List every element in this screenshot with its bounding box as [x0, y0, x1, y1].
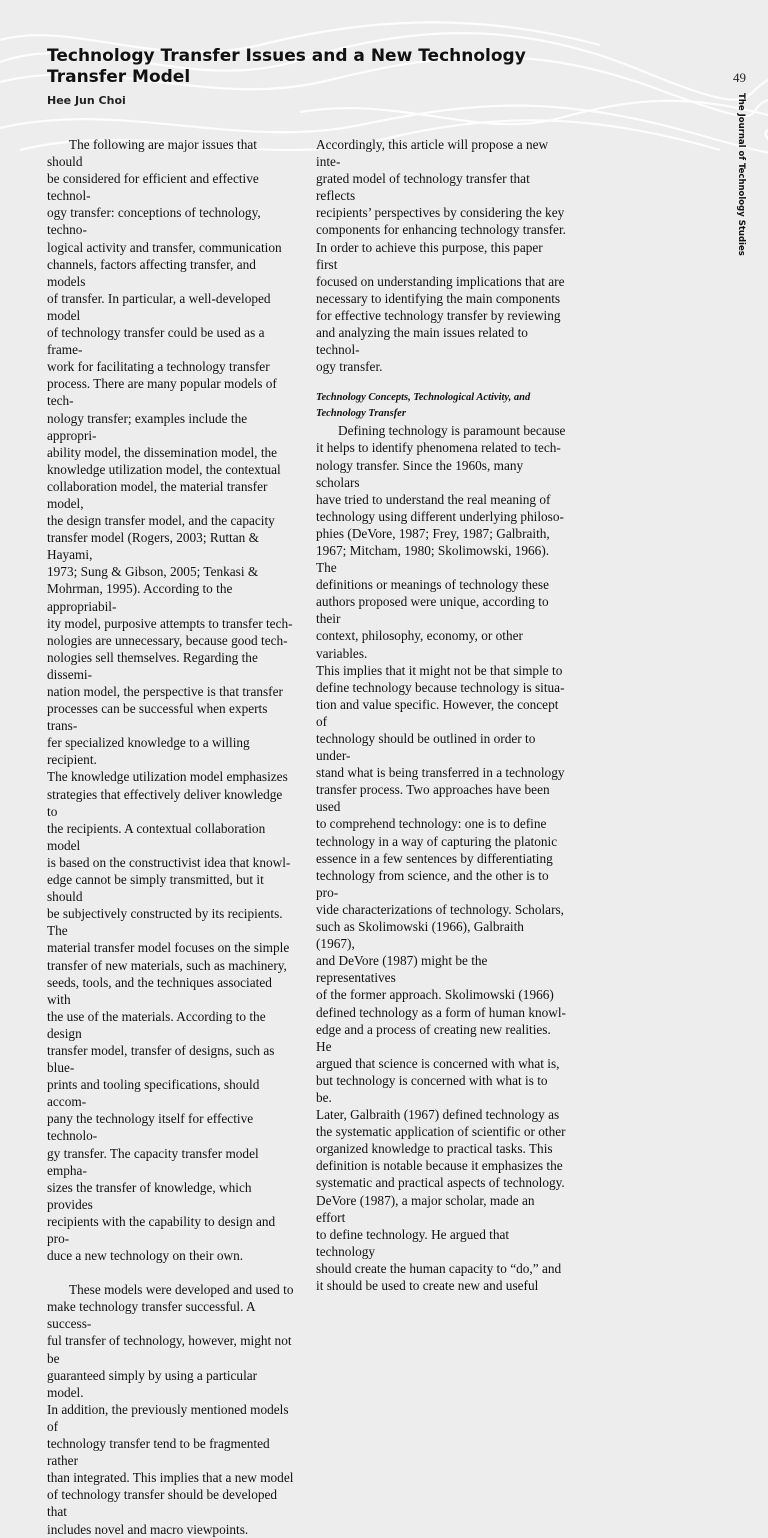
text-line: pany the technology itself for effective technolo- — [47, 1111, 254, 1144]
text-line: ogy transfer. — [316, 359, 383, 375]
text-line: DeVore (1987), a major scholar, made an effort — [316, 1192, 535, 1225]
text-line: In order to achieve this purpose, this paper first — [316, 239, 543, 272]
right-column-body — [316, 422, 566, 1294]
text-line: to comprehend technology: one is to define — [316, 816, 547, 832]
text-line: Later, Galbraith (1967) defined technology as — [316, 1107, 560, 1123]
text-line: nology transfer. Since the 1960s, many scholars — [316, 457, 524, 490]
text-line: tion and value specific. However, the concept of — [316, 696, 559, 729]
text-line: technology in a way of capturing the platonic — [316, 833, 558, 849]
text-line: ogy transfer: conceptions of technology, techno- — [47, 205, 261, 238]
text-line: definitions or meanings of technology these — [316, 577, 550, 593]
article-title-line-1: Technology Transfer Issues and a New Technology — [47, 46, 526, 66]
article-title — [47, 46, 607, 88]
text-line: channels, factors affecting transfer, and models — [47, 256, 256, 289]
text-line: components for enhancing technology transfer. — [316, 222, 566, 238]
text-line: guaranteed simply by using a particular model. — [47, 1367, 258, 1400]
text-line: technology transfer tend to be fragmented rather — [47, 1436, 270, 1469]
text-line: the systematic application of scientific or other — [316, 1124, 566, 1140]
text-line: for effective technology transfer by reviewing — [316, 307, 561, 323]
text-line: process. There are many popular models of tech- — [47, 376, 277, 409]
text-line: but technology is concerned with what is to be. — [316, 1072, 548, 1105]
text-line: nology transfer; examples include the appropri- — [47, 410, 248, 443]
text-line: strategies that effectively deliver knowledge to — [47, 786, 283, 819]
text-line: authors proposed were unique, according to their — [316, 594, 549, 627]
text-line: argued that science is concerned with what is, — [316, 1055, 560, 1071]
text-line: logical activity and transfer, communication — [47, 239, 282, 255]
text-line: knowledge utilization model, the contextual — [47, 461, 281, 477]
text-line: fer specialized knowledge to a willing recipient. — [47, 735, 250, 768]
text-line: collaboration model, the material transfer model, — [47, 478, 268, 511]
text-line: of transfer. In particular, a well-developed model — [47, 290, 271, 323]
text-line: necessary to identifying the main components — [316, 290, 561, 306]
text-line: essence in a few sentences by differentiating — [316, 850, 553, 866]
text-line: stand what is being transferred in a technology — [316, 765, 565, 781]
text-line: transfer model, transfer of designs, such as blue- — [47, 1042, 275, 1076]
text-line: definition is notable because it emphasizes the — [316, 1158, 563, 1174]
text-line: These models were developed and used to — [69, 1282, 294, 1298]
text-line: to define technology. He argued that technology — [316, 1226, 510, 1259]
text-line: nologies are unnecessary, because good tech- — [47, 632, 288, 648]
text-line: focused on understanding implications that are — [316, 273, 565, 289]
text-line: In addition, the previously mentioned models of — [47, 1401, 289, 1434]
text-line: it should be used to create new and useful — [316, 1278, 539, 1293]
text-line: be subjectively constructed by its recipients. The — [47, 906, 283, 939]
text-line: of technology transfer could be used as a frame- — [47, 325, 265, 358]
text-line: is based on the constructivist idea that knowl- — [47, 854, 291, 870]
text-line: define technology because technology is situa- — [316, 679, 565, 695]
text-line: the recipients. A contextual collaboration model — [47, 820, 266, 853]
text-line: Mohrman, 1995). According to the appropriabil- — [47, 581, 233, 614]
text-line: have tried to understand the real meaning of — [316, 491, 551, 507]
author-name: Hee Jun Choi — [47, 94, 126, 107]
text-line: ful transfer of technology, however, might not be — [47, 1333, 292, 1366]
article-title-line-2: Transfer Model — [47, 67, 191, 87]
text-line: organized knowledge to practical tasks. This — [316, 1141, 553, 1157]
section-heading-line-2: Technology Transfer — [316, 408, 406, 420]
text-line: duce a new technology on their own. — [47, 1248, 244, 1264]
text-line: and analyzing the main issues related to technol- — [316, 325, 528, 358]
text-line: recipients with the capability to design and pro- — [47, 1213, 276, 1246]
text-line: 1973; Sung & Gibson, 2005; Tenkasi & — [47, 564, 259, 580]
text-line: edge and a process of creating new realities. He — [316, 1021, 551, 1054]
text-line: edge cannot be simply transmitted, but it should — [47, 872, 264, 905]
text-line: Defining technology is paramount because — [338, 423, 566, 439]
text-line: gy transfer. The capacity transfer model empha- — [47, 1145, 259, 1178]
text-line: transfer of new materials, such as machinery, — [47, 957, 287, 973]
text-line: such as Skolimowski (1966), Galbraith (1967), — [316, 919, 524, 952]
text-line: of technology transfer should be developed that — [47, 1487, 278, 1520]
section-heading — [316, 390, 566, 422]
text-line: and DeVore (1987) might be the representatives — [316, 953, 488, 986]
text-line: vide characterizations of technology. Scholars, — [316, 901, 564, 917]
text-line: be considered for efficient and effective technol- — [47, 171, 259, 204]
text-line: transfer model (Rogers, 2003; Ruttan & Hayami, — [47, 530, 259, 563]
text-line: than integrated. This implies that a new model — [47, 1470, 294, 1486]
text-line: work for facilitating a technology transfer — [47, 359, 270, 375]
text-line: defined technology as a form of human knowl- — [316, 1004, 566, 1020]
text-line: This implies that it might not be that simple to — [316, 662, 563, 678]
text-line: prints and tooling specifications, should accom- — [47, 1077, 260, 1110]
journal-name: The Journal of Technology Studies — [736, 93, 746, 256]
text-line: material transfer model focuses on the simple — [47, 940, 290, 956]
text-line: ity model, purposive attempts to transfer tech- — [47, 615, 293, 631]
text-line: sizes the transfer of knowledge, which provides — [47, 1179, 252, 1212]
text-line: technology should be outlined in order to under- — [316, 731, 536, 764]
text-line: recipients’ perspectives by considering the key — [316, 205, 565, 221]
text-line: Accordingly, this article will propose a new inte- — [316, 137, 549, 170]
text-line: grated model of technology transfer that reflects — [316, 171, 530, 204]
text-line: nation model, the perspective is that transfer — [47, 684, 283, 699]
text-line: should create the human capacity to “do,” and — [316, 1260, 562, 1276]
text-line: seeds, tools, and the techniques associated with — [47, 974, 272, 1007]
section-heading-line-1: Technology Concepts, Technological Activity, and — [316, 392, 531, 404]
right-column — [316, 136, 566, 1294]
text-line: transfer process. Two approaches have been used — [316, 782, 550, 815]
text-line: includes novel and macro viewpoints. — [47, 1521, 249, 1537]
text-line: The knowledge utilization model emphasizes — [47, 769, 288, 785]
text-line: technology from science, and the other is to pro- — [316, 867, 549, 900]
left-column — [47, 136, 295, 1538]
text-line: processes can be successful when experts trans- — [47, 701, 268, 734]
text-line: of the former approach. Skolimowski (1966) — [316, 987, 554, 1003]
text-line: ability model, the dissemination model, the — [47, 444, 278, 460]
text-line: technology using different underlying philoso- — [316, 508, 564, 524]
text-line: make technology transfer successful. A success- — [47, 1299, 255, 1332]
text-line: the use of the materials. According to the design — [47, 1008, 266, 1041]
text-line: it helps to identify phenomena related to tech- — [316, 440, 561, 456]
text-line: nologies sell themselves. Regarding the dissemi- — [47, 649, 258, 682]
text-line: systematic and practical aspects of technology. — [316, 1175, 565, 1191]
text-line: The following are major issues that should — [47, 137, 257, 170]
right-column-intro — [316, 136, 566, 375]
text-line: 1967; Mitcham, 1980; Skolimowski, 1966). The — [316, 542, 550, 576]
text-line: the design transfer model, and the capacity — [47, 513, 275, 529]
text-line: phies (DeVore, 1987; Frey, 1987; Galbraith, — [316, 525, 550, 541]
text-line: context, philosophy, economy, or other variables. — [316, 628, 523, 661]
page-number: 49 — [733, 70, 746, 85]
